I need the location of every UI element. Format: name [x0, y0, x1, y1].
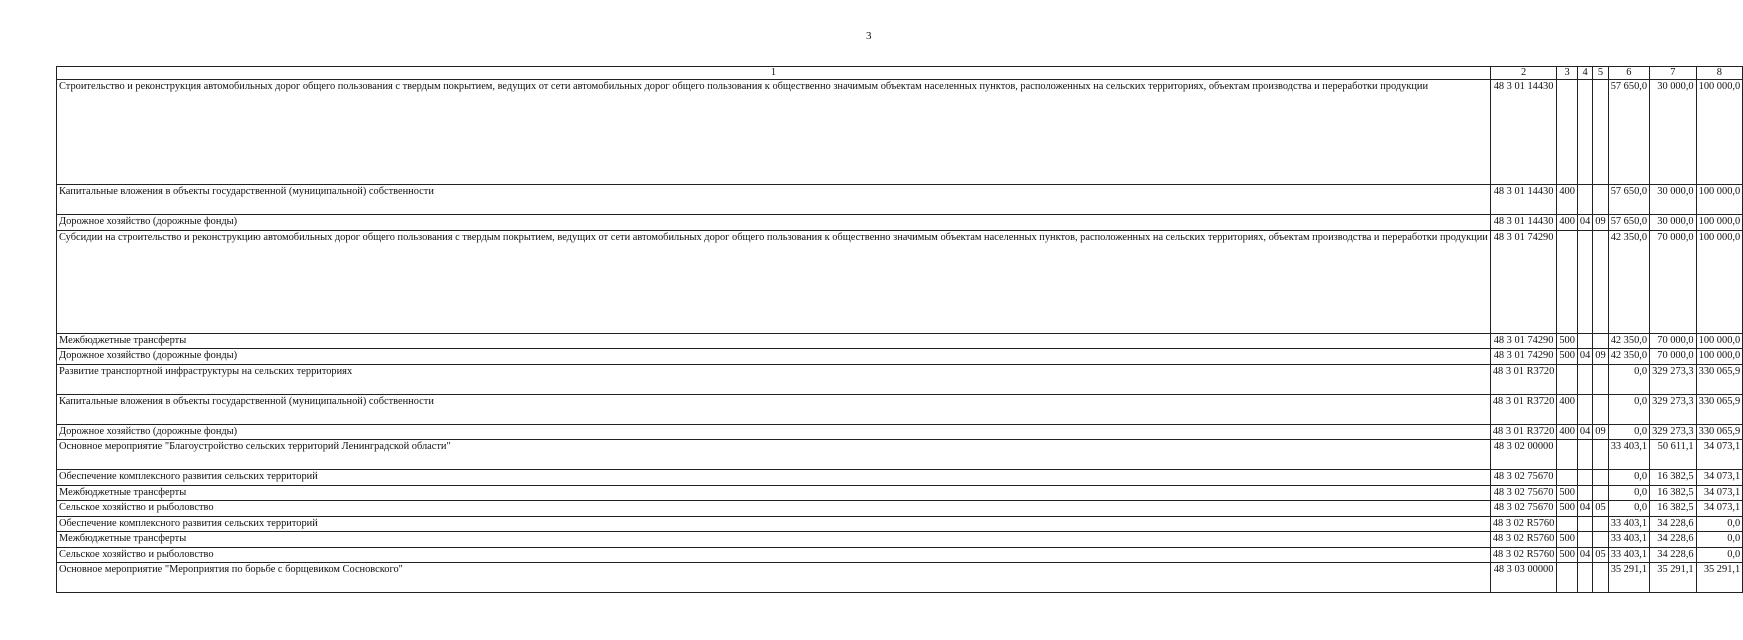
- row-name: Строительство и реконструкция автомобильных дорог общего пользования с твердым покрытием, ведущих от сети автомобильных дорог общего пользования к общественно значимым объектам населенных пунктов, расположенных на сельских территориях, объектам производства и переработки продукции: [57, 80, 1491, 185]
- row-subsection: 09: [1593, 424, 1608, 440]
- row-amount-1: 57 650,0: [1608, 185, 1649, 215]
- row-amount-1: 33 403,1: [1608, 440, 1649, 470]
- row-expense-type: 400: [1557, 424, 1578, 440]
- row-amount-2: 35 291,1: [1650, 563, 1697, 593]
- row-amount-2: 30 000,0: [1650, 185, 1697, 215]
- row-name: Межбюджетные трансферты: [57, 485, 1491, 501]
- row-section: [1577, 470, 1592, 486]
- row-amount-3: 34 073,1: [1696, 440, 1743, 470]
- row-amount-3: 34 073,1: [1696, 470, 1743, 486]
- row-code: 48 3 01 R3720: [1490, 364, 1556, 394]
- row-expense-type: [1557, 516, 1578, 532]
- row-amount-1: 33 403,1: [1608, 516, 1649, 532]
- row-amount-3: 330 065,9: [1696, 364, 1743, 394]
- row-amount-3: 34 073,1: [1696, 485, 1743, 501]
- row-code: 48 3 02 75670: [1490, 470, 1556, 486]
- row-section: [1577, 532, 1592, 548]
- row-amount-2: 70 000,0: [1650, 349, 1697, 365]
- row-section: [1577, 364, 1592, 394]
- row-amount-2: 30 000,0: [1650, 215, 1697, 231]
- row-expense-type: 500: [1557, 333, 1578, 349]
- row-amount-3: 330 065,9: [1696, 394, 1743, 424]
- row-code: 48 3 01 74290: [1490, 230, 1556, 333]
- row-amount-1: 0,0: [1608, 394, 1649, 424]
- row-code: 48 3 02 R5760: [1490, 516, 1556, 532]
- row-expense-type: [1557, 440, 1578, 470]
- row-amount-2: 30 000,0: [1650, 80, 1697, 185]
- column-header: 4: [1577, 67, 1592, 80]
- budget-table: [56, 66, 1743, 593]
- row-amount-1: 0,0: [1608, 424, 1649, 440]
- row-amount-1: 42 350,0: [1608, 333, 1649, 349]
- row-subsection: 09: [1593, 215, 1608, 231]
- row-subsection: [1593, 440, 1608, 470]
- row-amount-3: 0,0: [1696, 532, 1743, 548]
- row-name: Развитие транспортной инфраструктуры на сельских территориях: [57, 364, 1491, 394]
- row-amount-2: 70 000,0: [1650, 230, 1697, 333]
- row-section: 04: [1577, 547, 1592, 563]
- row-amount-1: 0,0: [1608, 485, 1649, 501]
- row-name: Основное мероприятие "Мероприятия по борьбе с борщевиком Сосновского": [57, 563, 1491, 593]
- row-amount-2: 50 611,1: [1650, 440, 1697, 470]
- row-section: 04: [1577, 215, 1592, 231]
- column-header: 2: [1490, 67, 1556, 80]
- row-name: Основное мероприятие "Благоустройство сельских территорий Ленинградской области": [57, 440, 1491, 470]
- row-amount-3: 100 000,0: [1696, 349, 1743, 365]
- table-row: [57, 80, 1743, 185]
- row-section: [1577, 516, 1592, 532]
- row-subsection: [1593, 230, 1608, 333]
- row-expense-type: 400: [1557, 185, 1578, 215]
- row-amount-1: 57 650,0: [1608, 80, 1649, 185]
- table-row: [57, 563, 1743, 593]
- row-subsection: [1593, 364, 1608, 394]
- row-amount-1: 33 403,1: [1608, 532, 1649, 548]
- row-amount-2: 16 382,5: [1650, 485, 1697, 501]
- row-expense-type: [1557, 230, 1578, 333]
- row-expense-type: [1557, 80, 1578, 185]
- row-code: 48 3 01 14430: [1490, 185, 1556, 215]
- row-code: 48 3 02 R5760: [1490, 547, 1556, 563]
- row-amount-1: 35 291,1: [1608, 563, 1649, 593]
- row-amount-1: 57 650,0: [1608, 215, 1649, 231]
- row-amount-2: 16 382,5: [1650, 470, 1697, 486]
- row-amount-1: 42 350,0: [1608, 230, 1649, 333]
- row-amount-2: 329 273,3: [1650, 364, 1697, 394]
- row-amount-1: 0,0: [1608, 470, 1649, 486]
- row-expense-type: [1557, 470, 1578, 486]
- row-code: 48 3 01 14430: [1490, 215, 1556, 231]
- table-row: [57, 470, 1743, 486]
- row-amount-3: 35 291,1: [1696, 563, 1743, 593]
- row-amount-3: 34 073,1: [1696, 501, 1743, 517]
- table-row: [57, 424, 1743, 440]
- table-row: [57, 516, 1743, 532]
- row-section: [1577, 80, 1592, 185]
- column-header-row: [57, 67, 1743, 80]
- table-row: [57, 215, 1743, 231]
- column-header: 7: [1650, 67, 1697, 80]
- table-row: [57, 532, 1743, 548]
- row-expense-type: 500: [1557, 547, 1578, 563]
- row-amount-2: 34 228,6: [1650, 547, 1697, 563]
- table-row: [57, 547, 1743, 563]
- row-amount-3: 0,0: [1696, 516, 1743, 532]
- row-section: [1577, 185, 1592, 215]
- column-header: 5: [1593, 67, 1608, 80]
- row-amount-1: 33 403,1: [1608, 547, 1649, 563]
- row-section: [1577, 394, 1592, 424]
- row-subsection: [1593, 470, 1608, 486]
- row-expense-type: 500: [1557, 501, 1578, 517]
- row-name: Дорожное хозяйство (дорожные фонды): [57, 424, 1491, 440]
- table-row: [57, 394, 1743, 424]
- column-header: 3: [1557, 67, 1578, 80]
- row-section: [1577, 485, 1592, 501]
- row-expense-type: [1557, 563, 1578, 593]
- page-number: 3: [866, 30, 872, 42]
- row-amount-3: 100 000,0: [1696, 230, 1743, 333]
- row-amount-2: 70 000,0: [1650, 333, 1697, 349]
- row-subsection: [1593, 532, 1608, 548]
- row-expense-type: 500: [1557, 349, 1578, 365]
- table-row: [57, 349, 1743, 365]
- row-expense-type: [1557, 364, 1578, 394]
- row-section: [1577, 333, 1592, 349]
- row-amount-3: 100 000,0: [1696, 185, 1743, 215]
- row-name: Капитальные вложения в объекты государственной (муниципальной) собственности: [57, 185, 1491, 215]
- table-row: [57, 364, 1743, 394]
- row-code: 48 3 01 74290: [1490, 333, 1556, 349]
- row-expense-type: 500: [1557, 532, 1578, 548]
- row-name: Дорожное хозяйство (дорожные фонды): [57, 215, 1491, 231]
- table-row: [57, 333, 1743, 349]
- row-amount-2: 16 382,5: [1650, 501, 1697, 517]
- row-subsection: 05: [1593, 547, 1608, 563]
- row-subsection: 05: [1593, 501, 1608, 517]
- row-name: Межбюджетные трансферты: [57, 532, 1491, 548]
- row-subsection: [1593, 563, 1608, 593]
- row-subsection: [1593, 333, 1608, 349]
- row-code: 48 3 03 00000: [1490, 563, 1556, 593]
- row-subsection: 09: [1593, 349, 1608, 365]
- row-amount-2: 329 273,3: [1650, 424, 1697, 440]
- row-expense-type: 500: [1557, 485, 1578, 501]
- row-code: 48 3 01 74290: [1490, 349, 1556, 365]
- row-name: Сельское хозяйство и рыболовство: [57, 501, 1491, 517]
- table-row: [57, 230, 1743, 333]
- row-section: 04: [1577, 424, 1592, 440]
- row-name: Обеспечение комплексного развития сельских территорий: [57, 470, 1491, 486]
- row-name: Капитальные вложения в объекты государственной (муниципальной) собственности: [57, 394, 1491, 424]
- row-amount-1: 0,0: [1608, 364, 1649, 394]
- table-row: [57, 185, 1743, 215]
- row-name: Межбюджетные трансферты: [57, 333, 1491, 349]
- column-header: 1: [57, 67, 1491, 80]
- column-header: 6: [1608, 67, 1649, 80]
- row-expense-type: 400: [1557, 215, 1578, 231]
- row-subsection: [1593, 394, 1608, 424]
- row-subsection: [1593, 485, 1608, 501]
- row-amount-1: 42 350,0: [1608, 349, 1649, 365]
- row-name: Субсидии на строительство и реконструкцию автомобильных дорог общего пользования с твердым покрытием, ведущих от сети автомобильных дорог общего пользования к общественно значимым объектам населенных пунктов, расположенных на сельских территориях, объектам производства и переработки продукции: [57, 230, 1491, 333]
- row-section: [1577, 563, 1592, 593]
- row-amount-2: 329 273,3: [1650, 394, 1697, 424]
- row-name: Дорожное хозяйство (дорожные фонды): [57, 349, 1491, 365]
- row-code: 48 3 02 75670: [1490, 501, 1556, 517]
- row-subsection: [1593, 185, 1608, 215]
- row-amount-1: 0,0: [1608, 501, 1649, 517]
- row-amount-2: 34 228,6: [1650, 516, 1697, 532]
- row-amount-2: 34 228,6: [1650, 532, 1697, 548]
- row-section: 04: [1577, 501, 1592, 517]
- row-code: 48 3 02 R5760: [1490, 532, 1556, 548]
- row-amount-3: 330 065,9: [1696, 424, 1743, 440]
- table-row: [57, 485, 1743, 501]
- row-section: 04: [1577, 349, 1592, 365]
- row-section: [1577, 230, 1592, 333]
- row-expense-type: 400: [1557, 394, 1578, 424]
- row-amount-3: 100 000,0: [1696, 80, 1743, 185]
- row-code: 48 3 01 R3720: [1490, 424, 1556, 440]
- row-amount-3: 100 000,0: [1696, 215, 1743, 231]
- row-name: Сельское хозяйство и рыболовство: [57, 547, 1491, 563]
- row-subsection: [1593, 516, 1608, 532]
- row-name: Обеспечение комплексного развития сельских территорий: [57, 516, 1491, 532]
- row-code: 48 3 01 R3720: [1490, 394, 1556, 424]
- column-header: 8: [1696, 67, 1743, 80]
- row-code: 48 3 01 14430: [1490, 80, 1556, 185]
- row-subsection: [1593, 80, 1608, 185]
- row-code: 48 3 02 75670: [1490, 485, 1556, 501]
- row-section: [1577, 440, 1592, 470]
- row-amount-3: 0,0: [1696, 547, 1743, 563]
- table-row: [57, 501, 1743, 517]
- row-amount-3: 100 000,0: [1696, 333, 1743, 349]
- row-code: 48 3 02 00000: [1490, 440, 1556, 470]
- table-row: [57, 440, 1743, 470]
